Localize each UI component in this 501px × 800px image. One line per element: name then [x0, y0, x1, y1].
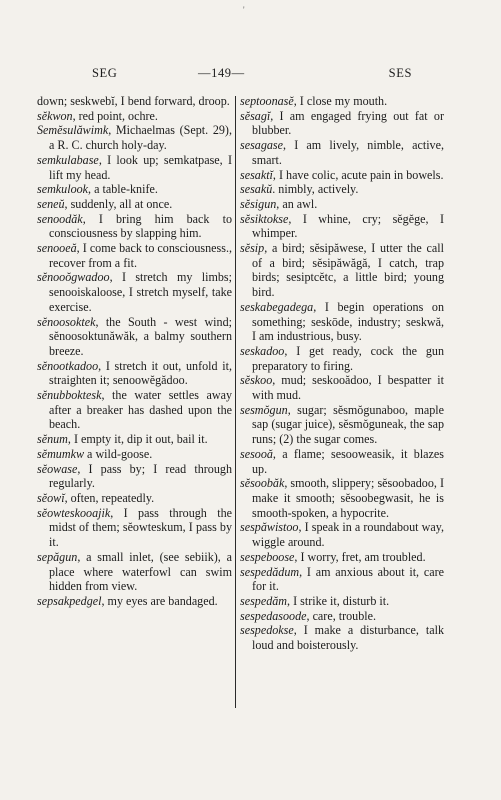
left-column — [37, 94, 232, 609]
definition: down; seskwebĭ, I bend forward, droop. — [37, 94, 230, 108]
headword: senoodăk — [37, 211, 83, 226]
definition: , I am lively, nimble, active, smart. — [252, 138, 444, 167]
headword: seskadoo — [240, 343, 285, 358]
headword: sesmŏgun — [240, 402, 288, 417]
dictionary-entry — [240, 344, 444, 373]
headword: Semĕsulăwimk — [37, 123, 109, 138]
definition: , an awl. — [276, 196, 318, 211]
headword: sĕmumkw — [37, 446, 85, 461]
definition: , I am anxious about it, care for it. — [252, 564, 444, 594]
headword: sĕowĭ — [37, 490, 65, 505]
dictionary-entry — [240, 109, 444, 138]
dictionary-entry — [37, 315, 232, 359]
headword: sĕskoo — [240, 373, 273, 388]
dictionary-entry — [37, 109, 232, 124]
headword: sĕsip — [240, 241, 265, 256]
dictionary-entry — [240, 565, 444, 594]
definition: , a bird; sĕsipăwese, I utter the call of a bird; sĕsipăwăgă, I catch, trap birds; sesiptcĕtc, a little bird; young bird. — [252, 241, 444, 300]
definition: , I stretch my limbs; senooiskaloose, I stretch myself, take exercise. — [49, 270, 232, 314]
dictionary-entry — [37, 212, 232, 241]
dictionary-entry — [240, 373, 444, 402]
definition: , a small inlet, (see sebiik), a place where waterfowl can swim hidden from view. — [49, 549, 232, 594]
page-number: —149— — [198, 66, 245, 80]
definition: , I make a disturbance, talk loud and boisterously. — [252, 623, 444, 653]
headword: sĕnoosoktek — [37, 314, 96, 329]
headword: sesooă — [240, 446, 273, 461]
dictionary-entry — [240, 609, 444, 624]
definition: , a table-knife. — [88, 182, 158, 197]
headword: sĕowase — [37, 461, 78, 476]
definition: , red point, ochre. — [72, 108, 158, 123]
dictionary-entry — [37, 462, 232, 491]
definition: , often, repeatedly. — [64, 490, 155, 505]
definition: , I strike it, disturb it. — [287, 593, 390, 608]
headword: sĕnum — [37, 432, 68, 447]
definition: , I whine, cry; sĕgĕge, I whimper. — [252, 211, 444, 241]
dictionary-entry — [37, 123, 232, 152]
definition: , I am engaged frying out fat or blubber. — [252, 108, 444, 138]
headword: sĕsoobăk — [240, 476, 285, 491]
definition: , I bring him back to consciousness by slapping him. — [49, 211, 232, 241]
definition: , I speak in a roundabout way, wiggle around. — [252, 520, 444, 550]
definition: , sugar; sĕsmŏgunaboo, maple sap (sugar juice), sĕsmŏguneak, the sap runs; (2) the sugar comes. — [252, 402, 444, 447]
headword: sespedasoode — [240, 608, 307, 623]
headword: sepsakpedgel — [37, 593, 102, 608]
definition: , I come back to consciousness., recover from a fit. — [49, 241, 232, 270]
dictionary-entry — [37, 432, 232, 447]
dictionary-entry — [37, 182, 232, 197]
headword: sĕsagĭ — [240, 108, 271, 123]
dictionary-entry — [37, 550, 232, 594]
definition: , I empty it, dip it out, bail it. — [67, 432, 208, 447]
headword: sĕnootkadoo — [37, 358, 99, 373]
right-column — [240, 94, 444, 653]
headword: sĕsiktokse — [240, 211, 289, 226]
definition: , I stretch it out, unfold it, straighten it; senoowĕgădoo. — [49, 358, 232, 388]
dictionary-entry — [37, 153, 232, 182]
headword: sepăgun — [37, 549, 78, 564]
dictionary-entry — [240, 138, 444, 167]
definition: , care, trouble. — [306, 608, 377, 623]
definition: , a flame; sesooweasik, it blazes up. — [252, 446, 444, 476]
running-header — [92, 66, 412, 82]
definition: , I pass through the midst of them; sĕowteskum, I pass by it. — [49, 505, 232, 550]
dictionary-entry — [240, 476, 444, 520]
definition: , the South - west wind; sĕnoosoktunăwăk, a balmy southern breeze. — [49, 314, 232, 358]
definition: , smooth, slippery; sĕsoobadoo, I make it smooth; sĕsoobegwasit, he is smooth-spoken, a hypocrite. — [252, 476, 444, 520]
header-right-guide-word: SES — [388, 66, 412, 80]
dictionary-entry — [37, 241, 232, 270]
headword: sesaktĭ — [240, 167, 273, 182]
dictionary-entry — [37, 94, 232, 109]
dictionary-entry — [240, 623, 444, 652]
definition: , my eyes are bandaged. — [101, 593, 218, 608]
definition: , I begin operations on something; seskōde, industry; seskwă, I am industrious, busy. — [252, 299, 444, 344]
dictionary-entry — [240, 182, 444, 197]
definition: , I worry, fret, am troubled. — [294, 549, 426, 564]
headword: sesagase — [240, 138, 283, 153]
dictionary-entry — [37, 594, 232, 609]
definition: , suddenly, all at once. — [64, 196, 173, 211]
definition: , I look up; semkatpase, I lift my head. — [49, 152, 232, 182]
headword: sespeboose — [240, 549, 295, 564]
headword: sespăwistoo — [240, 520, 299, 535]
headword: sĕnooŏgwadoo — [37, 270, 110, 285]
dictionary-entry — [37, 447, 232, 462]
dictionary-entry — [240, 168, 444, 183]
headword: seneŭ — [37, 196, 65, 211]
headword: sĕnubboktesk — [37, 388, 102, 403]
dictionary-entry — [240, 300, 444, 344]
definition: , I have colic, acute pain in bowels. — [272, 167, 444, 182]
dictionary-entry — [37, 506, 232, 550]
dictionary-entry — [37, 388, 232, 432]
definition: , I close my mouth. — [293, 94, 388, 108]
headword: semkulabase — [37, 152, 99, 167]
dictionary-entry — [37, 359, 232, 388]
headword: sĕkwon — [37, 108, 73, 123]
headword: semkulook — [37, 182, 89, 197]
page-mark: ' — [243, 5, 245, 15]
definition: , mud; seskooădoo, I bespatter it with mud. — [252, 373, 444, 403]
headword: sesakŭ — [240, 182, 273, 197]
dictionary-entry — [240, 241, 444, 300]
dictionary-entry — [37, 270, 232, 314]
column-divider — [235, 96, 236, 708]
headword: sespedădum — [240, 564, 300, 579]
headword: septoonasĕ — [240, 94, 294, 108]
dictionary-entry — [240, 594, 444, 609]
dictionary-entry — [240, 212, 444, 241]
headword: senooeă — [37, 241, 77, 256]
headword: sĕsigun — [240, 196, 277, 211]
dictionary-entry — [240, 520, 444, 549]
definition: . nimbly, actively. — [272, 182, 359, 197]
dictionary-entry — [240, 550, 444, 565]
dictionary-entry — [240, 94, 444, 109]
dictionary-entry — [37, 197, 232, 212]
definition: a wild-goose. — [84, 446, 153, 461]
headword: sĕowteskooajik — [37, 505, 111, 520]
definition: , I get ready, cock the gun preparatory to firing. — [252, 343, 444, 373]
dictionary-entry — [240, 197, 444, 212]
definition: , the water settles away after a breaker has dashed upon the beach. — [49, 388, 232, 432]
definition: , I pass by; I read through regularly. — [49, 461, 232, 491]
dictionary-entry — [240, 447, 444, 476]
headword: seskabegadega — [240, 299, 314, 314]
dictionary-entry — [240, 403, 444, 447]
headword: sespedokse — [240, 623, 294, 638]
definition: , Michaelmas (Sept. 29), a R. C. church holy-day. — [49, 123, 232, 153]
headword: sespedăm — [240, 593, 288, 608]
header-left-guide-word: SEG — [92, 66, 118, 80]
dictionary-entry — [37, 491, 232, 506]
